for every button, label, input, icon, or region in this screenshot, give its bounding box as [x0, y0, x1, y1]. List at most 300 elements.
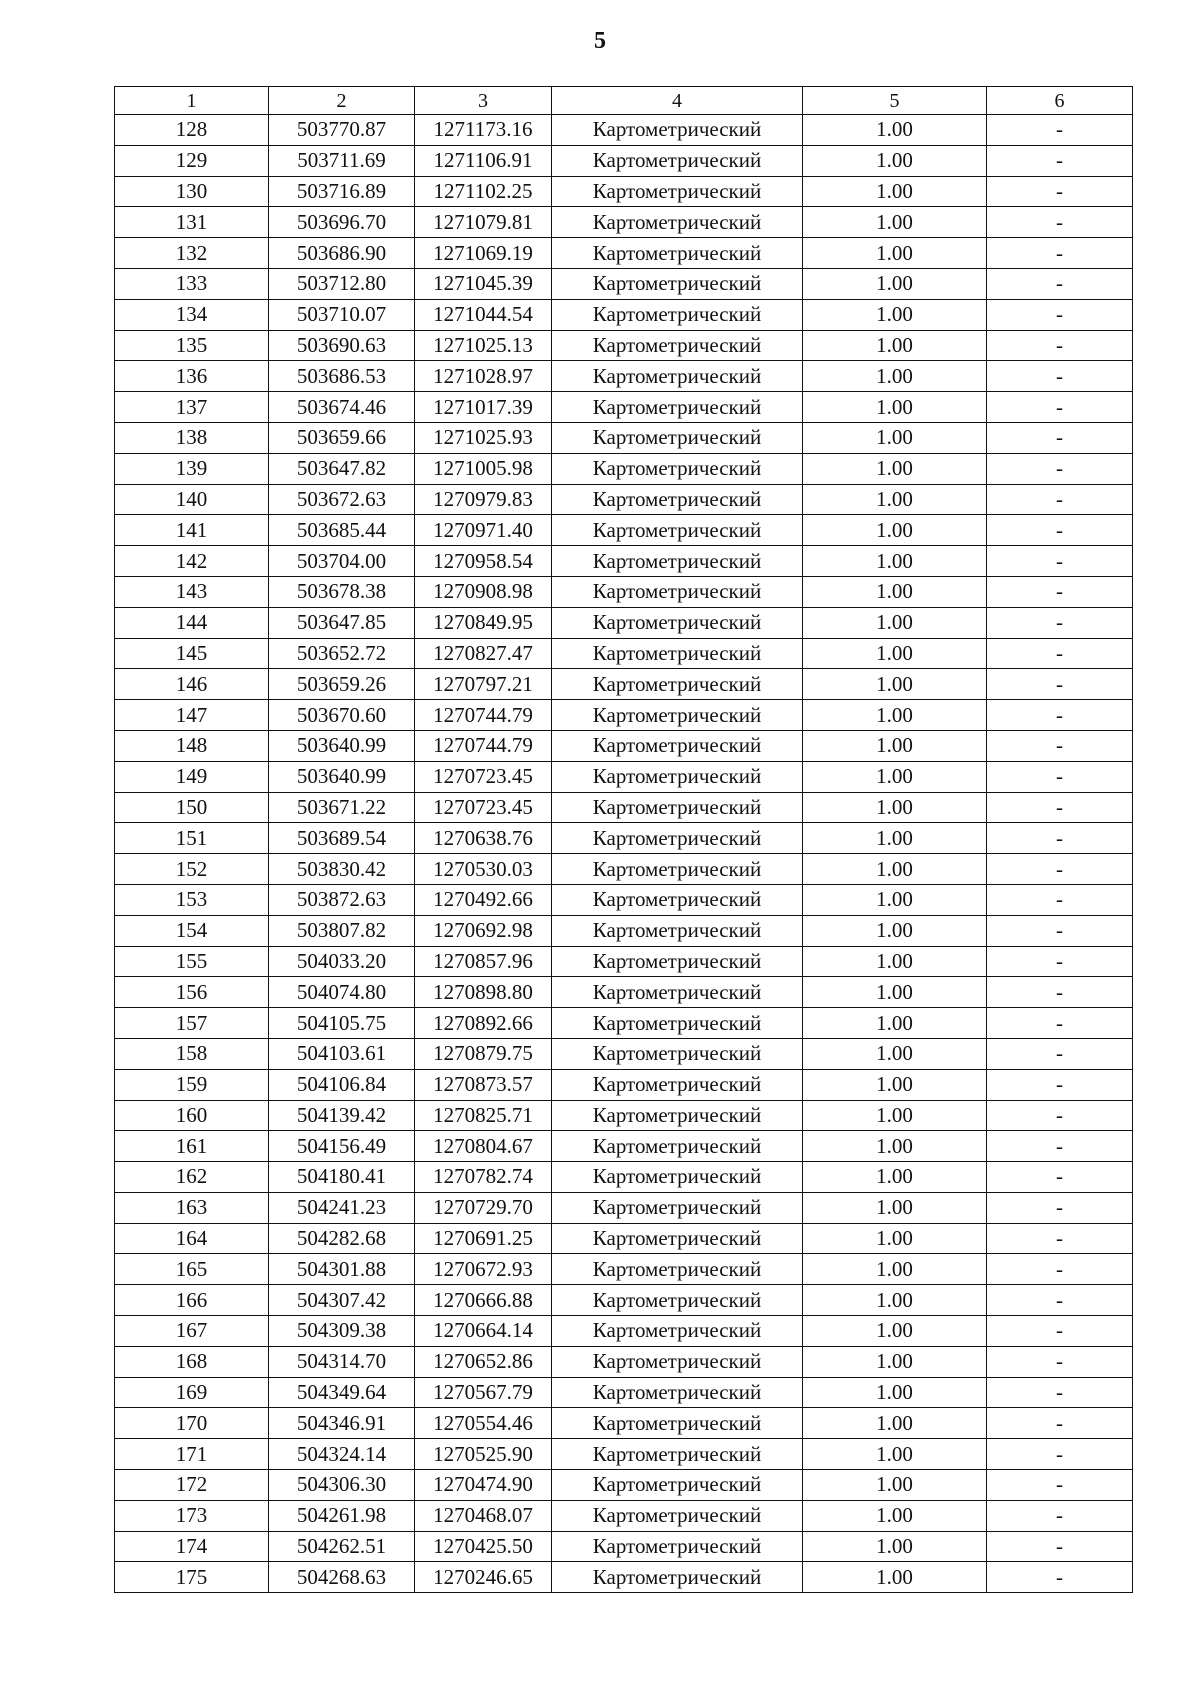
y-coordinate-cell: 1270425.50	[415, 1531, 552, 1562]
point-number-cell: 171	[115, 1439, 269, 1470]
note-cell: -	[987, 576, 1133, 607]
x-coordinate-cell: 504105.75	[269, 1008, 415, 1039]
x-coordinate-cell: 503670.60	[269, 700, 415, 731]
table-row	[115, 854, 1133, 885]
table-row	[115, 1223, 1133, 1254]
accuracy-cell: 1.00	[803, 361, 987, 392]
y-coordinate-cell: 1270246.65	[415, 1562, 552, 1593]
point-number-cell: 145	[115, 638, 269, 669]
table-row	[115, 607, 1133, 638]
note-cell: -	[987, 299, 1133, 330]
column-header: 5	[803, 87, 987, 115]
note-cell: -	[987, 1531, 1133, 1562]
y-coordinate-cell: 1271005.98	[415, 453, 552, 484]
x-coordinate-cell: 503659.66	[269, 422, 415, 453]
x-coordinate-cell: 504261.98	[269, 1500, 415, 1531]
x-coordinate-cell: 503807.82	[269, 915, 415, 946]
method-cell: Картометрический	[552, 1531, 803, 1562]
y-coordinate-cell: 1270804.67	[415, 1131, 552, 1162]
method-cell: Картометрический	[552, 207, 803, 238]
x-coordinate-cell: 504033.20	[269, 946, 415, 977]
y-coordinate-cell: 1270692.98	[415, 915, 552, 946]
point-number-cell: 133	[115, 268, 269, 299]
point-number-cell: 149	[115, 761, 269, 792]
y-coordinate-cell: 1270825.71	[415, 1100, 552, 1131]
page-number: 5	[594, 28, 606, 54]
note-cell: -	[987, 1038, 1133, 1069]
accuracy-cell: 1.00	[803, 915, 987, 946]
y-coordinate-cell: 1271044.54	[415, 299, 552, 330]
point-number-cell: 159	[115, 1069, 269, 1100]
point-number-cell: 147	[115, 700, 269, 731]
x-coordinate-cell: 504314.70	[269, 1346, 415, 1377]
coordinates-table	[114, 86, 1133, 1593]
point-number-cell: 140	[115, 484, 269, 515]
method-cell: Картометрический	[552, 1377, 803, 1408]
x-coordinate-cell: 503770.87	[269, 115, 415, 146]
x-coordinate-cell: 503659.26	[269, 669, 415, 700]
x-coordinate-cell: 503716.89	[269, 176, 415, 207]
x-coordinate-cell: 503685.44	[269, 515, 415, 546]
y-coordinate-cell: 1271028.97	[415, 361, 552, 392]
point-number-cell: 150	[115, 792, 269, 823]
accuracy-cell: 1.00	[803, 977, 987, 1008]
x-coordinate-cell: 503686.90	[269, 238, 415, 269]
method-cell: Картометрический	[552, 1439, 803, 1470]
point-number-cell: 164	[115, 1223, 269, 1254]
method-cell: Картометрический	[552, 576, 803, 607]
point-number-cell: 161	[115, 1131, 269, 1162]
note-cell: -	[987, 638, 1133, 669]
x-coordinate-cell: 503647.85	[269, 607, 415, 638]
accuracy-cell: 1.00	[803, 1562, 987, 1593]
note-cell: -	[987, 669, 1133, 700]
point-number-cell: 169	[115, 1377, 269, 1408]
note-cell: -	[987, 946, 1133, 977]
y-coordinate-cell: 1270525.90	[415, 1439, 552, 1470]
y-coordinate-cell: 1270554.46	[415, 1408, 552, 1439]
point-number-cell: 175	[115, 1562, 269, 1593]
method-cell: Картометрический	[552, 115, 803, 146]
note-cell: -	[987, 884, 1133, 915]
method-cell: Картометрический	[552, 946, 803, 977]
accuracy-cell: 1.00	[803, 1439, 987, 1470]
accuracy-cell: 1.00	[803, 576, 987, 607]
method-cell: Картометрический	[552, 484, 803, 515]
point-number-cell: 148	[115, 730, 269, 761]
x-coordinate-cell: 503647.82	[269, 453, 415, 484]
point-number-cell: 163	[115, 1192, 269, 1223]
method-cell: Картометрический	[552, 422, 803, 453]
table-row	[115, 1069, 1133, 1100]
x-coordinate-cell: 504106.84	[269, 1069, 415, 1100]
accuracy-cell: 1.00	[803, 761, 987, 792]
x-coordinate-cell: 504309.38	[269, 1316, 415, 1347]
table-row	[115, 1162, 1133, 1193]
note-cell: -	[987, 1131, 1133, 1162]
point-number-cell: 151	[115, 823, 269, 854]
note-cell: -	[987, 730, 1133, 761]
method-cell: Картометрический	[552, 700, 803, 731]
method-cell: Картометрический	[552, 1408, 803, 1439]
accuracy-cell: 1.00	[803, 607, 987, 638]
method-cell: Картометрический	[552, 1254, 803, 1285]
y-coordinate-cell: 1270908.98	[415, 576, 552, 607]
point-number-cell: 158	[115, 1038, 269, 1069]
method-cell: Картометрический	[552, 299, 803, 330]
accuracy-cell: 1.00	[803, 392, 987, 423]
point-number-cell: 142	[115, 546, 269, 577]
note-cell: -	[987, 1192, 1133, 1223]
point-number-cell: 143	[115, 576, 269, 607]
point-number-cell: 131	[115, 207, 269, 238]
table-row	[115, 361, 1133, 392]
note-cell: -	[987, 1346, 1133, 1377]
accuracy-cell: 1.00	[803, 515, 987, 546]
table-row	[115, 576, 1133, 607]
accuracy-cell: 1.00	[803, 884, 987, 915]
x-coordinate-cell: 504139.42	[269, 1100, 415, 1131]
accuracy-cell: 1.00	[803, 823, 987, 854]
method-cell: Картометрический	[552, 607, 803, 638]
table-row	[115, 823, 1133, 854]
point-number-cell: 132	[115, 238, 269, 269]
accuracy-cell: 1.00	[803, 268, 987, 299]
table-row	[115, 392, 1133, 423]
note-cell: -	[987, 977, 1133, 1008]
y-coordinate-cell: 1270971.40	[415, 515, 552, 546]
column-header: 2	[269, 87, 415, 115]
table-row	[115, 1470, 1133, 1501]
y-coordinate-cell: 1270849.95	[415, 607, 552, 638]
method-cell: Картометрический	[552, 176, 803, 207]
table-row	[115, 515, 1133, 546]
table-row	[115, 946, 1133, 977]
table-row	[115, 638, 1133, 669]
point-number-cell: 166	[115, 1285, 269, 1316]
point-number-cell: 134	[115, 299, 269, 330]
note-cell: -	[987, 268, 1133, 299]
table-row	[115, 977, 1133, 1008]
y-coordinate-cell: 1270892.66	[415, 1008, 552, 1039]
table-row	[115, 669, 1133, 700]
y-coordinate-cell: 1271079.81	[415, 207, 552, 238]
method-cell: Картометрический	[552, 1470, 803, 1501]
note-cell: -	[987, 915, 1133, 946]
x-coordinate-cell: 503696.70	[269, 207, 415, 238]
x-coordinate-cell: 504324.14	[269, 1439, 415, 1470]
method-cell: Картометрический	[552, 792, 803, 823]
accuracy-cell: 1.00	[803, 1377, 987, 1408]
method-cell: Картометрический	[552, 761, 803, 792]
table-row	[115, 484, 1133, 515]
method-cell: Картометрический	[552, 453, 803, 484]
point-number-cell: 136	[115, 361, 269, 392]
y-coordinate-cell: 1270782.74	[415, 1162, 552, 1193]
note-cell: -	[987, 361, 1133, 392]
point-number-cell: 156	[115, 977, 269, 1008]
point-number-cell: 170	[115, 1408, 269, 1439]
accuracy-cell: 1.00	[803, 1131, 987, 1162]
y-coordinate-cell: 1270979.83	[415, 484, 552, 515]
accuracy-cell: 1.00	[803, 1069, 987, 1100]
x-coordinate-cell: 503686.53	[269, 361, 415, 392]
point-number-cell: 139	[115, 453, 269, 484]
method-cell: Картометрический	[552, 1285, 803, 1316]
y-coordinate-cell: 1270672.93	[415, 1254, 552, 1285]
point-number-cell: 174	[115, 1531, 269, 1562]
accuracy-cell: 1.00	[803, 638, 987, 669]
method-cell: Картометрический	[552, 1100, 803, 1131]
table-row	[115, 1100, 1133, 1131]
x-coordinate-cell: 504262.51	[269, 1531, 415, 1562]
accuracy-cell: 1.00	[803, 946, 987, 977]
table-row	[115, 730, 1133, 761]
note-cell: -	[987, 1162, 1133, 1193]
y-coordinate-cell: 1271106.91	[415, 145, 552, 176]
method-cell: Картометрический	[552, 1316, 803, 1347]
note-cell: -	[987, 515, 1133, 546]
table-row	[115, 1192, 1133, 1223]
note-cell: -	[987, 145, 1133, 176]
table-row	[115, 1038, 1133, 1069]
x-coordinate-cell: 504103.61	[269, 1038, 415, 1069]
accuracy-cell: 1.00	[803, 730, 987, 761]
table-row	[115, 299, 1133, 330]
note-cell: -	[987, 1316, 1133, 1347]
y-coordinate-cell: 1271017.39	[415, 392, 552, 423]
accuracy-cell: 1.00	[803, 299, 987, 330]
y-coordinate-cell: 1271025.93	[415, 422, 552, 453]
x-coordinate-cell: 503640.99	[269, 761, 415, 792]
point-number-cell: 173	[115, 1500, 269, 1531]
note-cell: -	[987, 176, 1133, 207]
accuracy-cell: 1.00	[803, 330, 987, 361]
accuracy-cell: 1.00	[803, 1470, 987, 1501]
table-row	[115, 1531, 1133, 1562]
point-number-cell: 146	[115, 669, 269, 700]
x-coordinate-cell: 503872.63	[269, 884, 415, 915]
method-cell: Картометрический	[552, 884, 803, 915]
x-coordinate-cell: 503712.80	[269, 268, 415, 299]
table-row	[115, 1408, 1133, 1439]
method-cell: Картометрический	[552, 268, 803, 299]
note-cell: -	[987, 1254, 1133, 1285]
table-row	[115, 330, 1133, 361]
table-row	[115, 1439, 1133, 1470]
accuracy-cell: 1.00	[803, 1192, 987, 1223]
y-coordinate-cell: 1270827.47	[415, 638, 552, 669]
table-row	[115, 145, 1133, 176]
column-header: 3	[415, 87, 552, 115]
accuracy-cell: 1.00	[803, 1008, 987, 1039]
x-coordinate-cell: 504301.88	[269, 1254, 415, 1285]
y-coordinate-cell: 1270873.57	[415, 1069, 552, 1100]
y-coordinate-cell: 1270691.25	[415, 1223, 552, 1254]
table-row	[115, 700, 1133, 731]
y-coordinate-cell: 1270857.96	[415, 946, 552, 977]
point-number-cell: 144	[115, 607, 269, 638]
note-cell: -	[987, 1377, 1133, 1408]
note-cell: -	[987, 1285, 1133, 1316]
note-cell: -	[987, 823, 1133, 854]
point-number-cell: 160	[115, 1100, 269, 1131]
x-coordinate-cell: 504156.49	[269, 1131, 415, 1162]
accuracy-cell: 1.00	[803, 1531, 987, 1562]
method-cell: Картометрический	[552, 1346, 803, 1377]
y-coordinate-cell: 1270530.03	[415, 854, 552, 885]
table-row	[115, 792, 1133, 823]
point-number-cell: 172	[115, 1470, 269, 1501]
note-cell: -	[987, 607, 1133, 638]
y-coordinate-cell: 1270958.54	[415, 546, 552, 577]
point-number-cell: 128	[115, 115, 269, 146]
method-cell: Картометрический	[552, 915, 803, 946]
method-cell: Картометрический	[552, 1131, 803, 1162]
note-cell: -	[987, 854, 1133, 885]
point-number-cell: 154	[115, 915, 269, 946]
column-header: 1	[115, 87, 269, 115]
method-cell: Картометрический	[552, 1500, 803, 1531]
x-coordinate-cell: 503674.46	[269, 392, 415, 423]
table-row	[115, 546, 1133, 577]
x-coordinate-cell: 503711.69	[269, 145, 415, 176]
note-cell: -	[987, 1223, 1133, 1254]
y-coordinate-cell: 1270492.66	[415, 884, 552, 915]
accuracy-cell: 1.00	[803, 1100, 987, 1131]
table-row	[115, 1346, 1133, 1377]
note-cell: -	[987, 1408, 1133, 1439]
point-number-cell: 155	[115, 946, 269, 977]
point-number-cell: 137	[115, 392, 269, 423]
note-cell: -	[987, 484, 1133, 515]
x-coordinate-cell: 503672.63	[269, 484, 415, 515]
accuracy-cell: 1.00	[803, 854, 987, 885]
note-cell: -	[987, 761, 1133, 792]
accuracy-cell: 1.00	[803, 1408, 987, 1439]
x-coordinate-cell: 503678.38	[269, 576, 415, 607]
accuracy-cell: 1.00	[803, 1038, 987, 1069]
accuracy-cell: 1.00	[803, 115, 987, 146]
accuracy-cell: 1.00	[803, 422, 987, 453]
table-row	[115, 115, 1133, 146]
point-number-cell: 165	[115, 1254, 269, 1285]
accuracy-cell: 1.00	[803, 669, 987, 700]
accuracy-cell: 1.00	[803, 145, 987, 176]
y-coordinate-cell: 1270744.79	[415, 730, 552, 761]
x-coordinate-cell: 504306.30	[269, 1470, 415, 1501]
y-coordinate-cell: 1270744.79	[415, 700, 552, 731]
x-coordinate-cell: 504241.23	[269, 1192, 415, 1223]
note-cell: -	[987, 546, 1133, 577]
accuracy-cell: 1.00	[803, 546, 987, 577]
point-number-cell: 129	[115, 145, 269, 176]
method-cell: Картометрический	[552, 145, 803, 176]
table-row	[115, 1316, 1133, 1347]
y-coordinate-cell: 1270666.88	[415, 1285, 552, 1316]
accuracy-cell: 1.00	[803, 1162, 987, 1193]
y-coordinate-cell: 1271045.39	[415, 268, 552, 299]
accuracy-cell: 1.00	[803, 792, 987, 823]
accuracy-cell: 1.00	[803, 1223, 987, 1254]
point-number-cell: 152	[115, 854, 269, 885]
note-cell: -	[987, 1470, 1133, 1501]
method-cell: Картометрический	[552, 1069, 803, 1100]
method-cell: Картометрический	[552, 1192, 803, 1223]
note-cell: -	[987, 1008, 1133, 1039]
x-coordinate-cell: 504268.63	[269, 1562, 415, 1593]
y-coordinate-cell: 1271102.25	[415, 176, 552, 207]
table-header-row	[115, 87, 1133, 115]
column-header: 6	[987, 87, 1133, 115]
y-coordinate-cell: 1270879.75	[415, 1038, 552, 1069]
x-coordinate-cell: 503640.99	[269, 730, 415, 761]
note-cell: -	[987, 453, 1133, 484]
y-coordinate-cell: 1270567.79	[415, 1377, 552, 1408]
x-coordinate-cell: 504349.64	[269, 1377, 415, 1408]
x-coordinate-cell: 504282.68	[269, 1223, 415, 1254]
note-cell: -	[987, 1500, 1133, 1531]
y-coordinate-cell: 1270468.07	[415, 1500, 552, 1531]
x-coordinate-cell: 503710.07	[269, 299, 415, 330]
table-row	[115, 453, 1133, 484]
y-coordinate-cell: 1270664.14	[415, 1316, 552, 1347]
method-cell: Картометрический	[552, 1162, 803, 1193]
table-row	[115, 884, 1133, 915]
method-cell: Картометрический	[552, 977, 803, 1008]
accuracy-cell: 1.00	[803, 1316, 987, 1347]
table-row	[115, 1131, 1133, 1162]
point-number-cell: 167	[115, 1316, 269, 1347]
point-number-cell: 162	[115, 1162, 269, 1193]
y-coordinate-cell: 1271173.16	[415, 115, 552, 146]
table-row	[115, 1008, 1133, 1039]
point-number-cell: 157	[115, 1008, 269, 1039]
y-coordinate-cell: 1270723.45	[415, 761, 552, 792]
accuracy-cell: 1.00	[803, 1285, 987, 1316]
note-cell: -	[987, 1100, 1133, 1131]
method-cell: Картометрический	[552, 361, 803, 392]
note-cell: -	[987, 115, 1133, 146]
method-cell: Картометрический	[552, 823, 803, 854]
table-row	[115, 422, 1133, 453]
method-cell: Картометрический	[552, 1038, 803, 1069]
method-cell: Картометрический	[552, 392, 803, 423]
x-coordinate-cell: 503830.42	[269, 854, 415, 885]
x-coordinate-cell: 503690.63	[269, 330, 415, 361]
x-coordinate-cell: 503671.22	[269, 792, 415, 823]
method-cell: Картометрический	[552, 1562, 803, 1593]
point-number-cell: 130	[115, 176, 269, 207]
accuracy-cell: 1.00	[803, 453, 987, 484]
y-coordinate-cell: 1270638.76	[415, 823, 552, 854]
table-row	[115, 176, 1133, 207]
method-cell: Картометрический	[552, 638, 803, 669]
point-number-cell: 168	[115, 1346, 269, 1377]
table-row	[115, 1500, 1133, 1531]
note-cell: -	[987, 330, 1133, 361]
accuracy-cell: 1.00	[803, 1500, 987, 1531]
note-cell: -	[987, 207, 1133, 238]
table-row	[115, 207, 1133, 238]
y-coordinate-cell: 1271025.13	[415, 330, 552, 361]
y-coordinate-cell: 1270898.80	[415, 977, 552, 1008]
x-coordinate-cell: 504307.42	[269, 1285, 415, 1316]
table-row	[115, 1562, 1133, 1593]
x-coordinate-cell: 503689.54	[269, 823, 415, 854]
table-row	[115, 1285, 1133, 1316]
method-cell: Картометрический	[552, 1008, 803, 1039]
